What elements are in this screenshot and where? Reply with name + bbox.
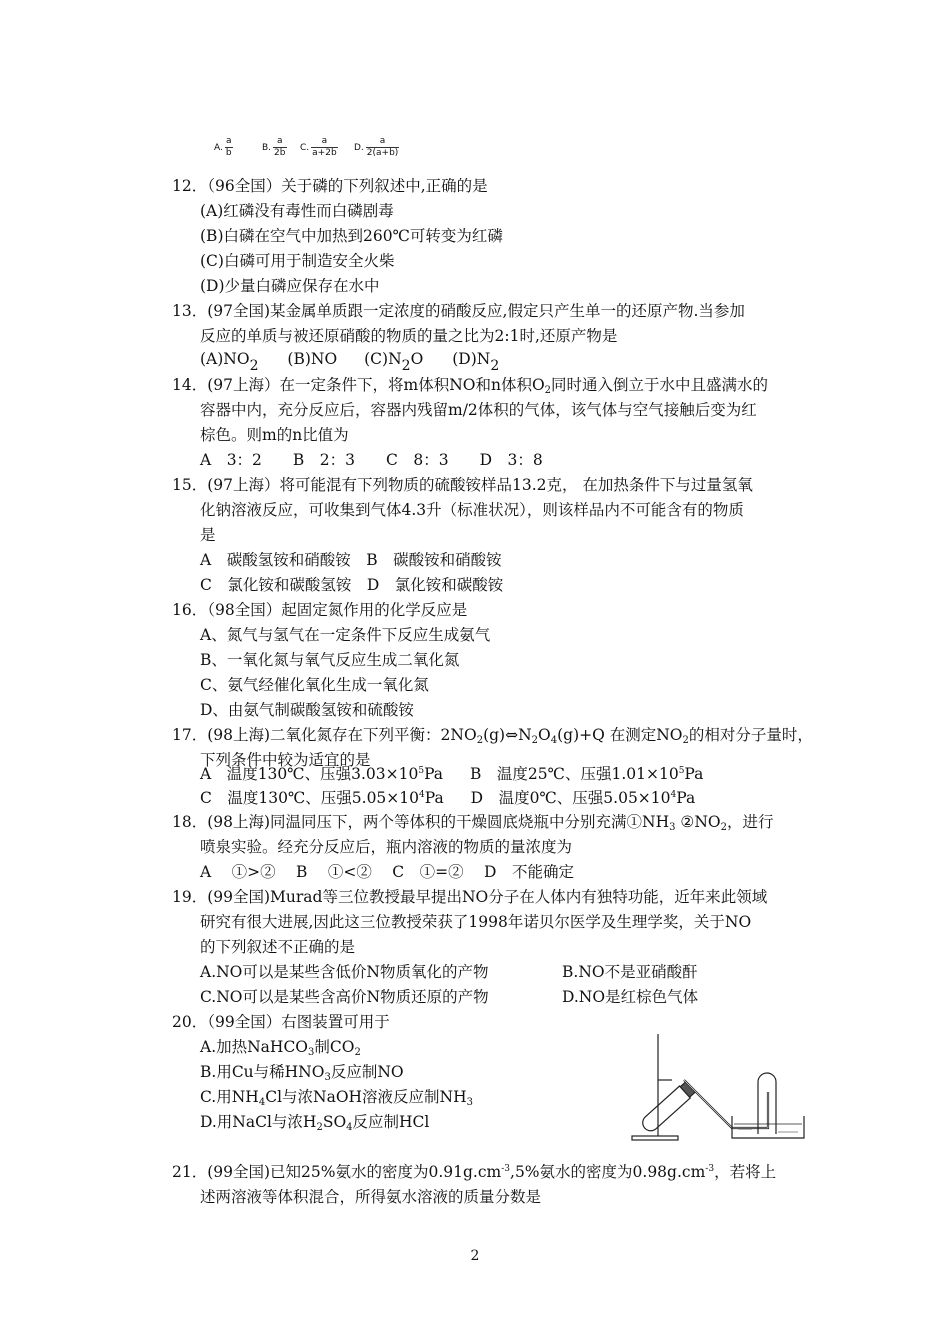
text: ，进行 — [726, 813, 774, 831]
q12-option-b: (B)白磷在空气中加热到260℃可转变为红磷 — [200, 227, 503, 245]
q13-stem-line1: 13．(97全国)某金属单质跟一定浓度的硝酸反应,假定只产生单一的还原产物.当参加 — [172, 302, 745, 320]
subscript: 2 — [544, 385, 552, 396]
text: Cl与浓NaOH溶液反应制NH — [265, 1088, 467, 1106]
subscript: 2 — [354, 1047, 361, 1058]
q19-option-a: A.NO可以是某些含低价N物质氧化的产物 — [200, 963, 489, 981]
superscript: 4 — [419, 790, 425, 800]
q19-option-c: C.NO可以是某些含高价N物质还原的产物 — [200, 988, 489, 1006]
text: 同时通入倒立于水中且盛满水的 — [551, 376, 769, 394]
subscript: 3 — [669, 822, 676, 833]
q16-option-d: D、由氨气制碳酸氢铵和硫酸铵 — [200, 701, 414, 719]
q14-stem-line1 — [172, 374, 768, 396]
subscript: 2 — [401, 358, 411, 374]
q17-option-c — [200, 789, 444, 807]
text: O — [410, 350, 424, 368]
q12-stem: 12．（96全国）关于磷的下列叙述中,正确的是 — [172, 177, 488, 195]
denominator: 2(a+b) — [366, 148, 399, 158]
text: D 温度0℃、压强5.05×10 — [470, 789, 671, 807]
q18-stem-line1 — [172, 811, 773, 833]
text: 反应制NO — [330, 1063, 404, 1081]
q12-option-a: (A)红磷没有毒性而白磷剧毒 — [200, 202, 394, 220]
q12-option-c: (C)白磷可用于制造安全火柴 — [200, 252, 395, 270]
q19-option-d: D.NO是红棕色气体 — [562, 988, 699, 1006]
q16-option-a: A、氮气与氢气在一定条件下反应生成氨气 — [200, 626, 491, 644]
q14-options: A 3：2 B 2：3 C 8：3 D 3：8 — [200, 451, 543, 469]
text: ②NO — [675, 813, 721, 831]
q15-stem-line3: 是 — [200, 526, 216, 544]
text: 的相对分子量时， — [688, 726, 813, 744]
text: B.用Cu与稀HNO — [200, 1063, 325, 1081]
denominator: b — [225, 148, 232, 158]
q13-option-a — [200, 350, 259, 374]
subscript: 3 — [308, 1047, 315, 1058]
q15-options-cd: C 氯化铵和碳酸氢铵 D 氯化铵和碳酸铵 — [200, 576, 504, 594]
subscript: 4 — [346, 1122, 353, 1133]
q16-option-b: B、一氧化氮与氧气反应生成二氧化氮 — [200, 651, 460, 669]
superscript: 5 — [678, 766, 685, 776]
text: 21．(99全国)已知25%氨水的密度为0.91g.cm — [172, 1163, 502, 1181]
subscript: 2 — [531, 735, 539, 746]
q19-stem-line1: 19．(99全国)Murad等三位教授最早提出NO分子在人体内有独特功能，近年来此领域 — [172, 888, 768, 906]
text: Pa — [424, 765, 444, 783]
text: (g)+Q 在测定NO — [557, 726, 683, 744]
option-letter: C. — [300, 143, 310, 153]
q17-option-a — [200, 765, 443, 783]
text: C.用NH — [200, 1088, 259, 1106]
subscript: 4 — [550, 735, 558, 746]
subscript: 2 — [249, 358, 259, 374]
q17-option-d — [471, 789, 696, 807]
subscript: 2 — [720, 822, 727, 833]
q17-stem-line1 — [172, 724, 813, 746]
text: (C)N — [364, 350, 402, 368]
q19-option-b: B.NO不是亚硝酸酐 — [562, 963, 698, 981]
q13-stem-line2: 反应的单质与被还原硝酸的物质的量之比为2:1时,还原产物是 — [200, 327, 618, 345]
q18-stem-line2: 喷泉实验。经充分反应后，瓶内溶液的物质的量浓度为 — [200, 838, 573, 856]
text: A 温度130℃、压强3.03×10 — [200, 765, 419, 783]
q20-option-a — [200, 1036, 361, 1058]
text: ,5%氨水的密度为0.98g.cm — [510, 1163, 706, 1181]
subscript: 4 — [258, 1097, 266, 1108]
subscript: 3 — [324, 1072, 331, 1083]
q20-option-d — [200, 1111, 429, 1133]
option-letter: D. — [354, 143, 364, 153]
subscript: 2 — [682, 735, 689, 746]
text: SO — [322, 1113, 347, 1131]
text: Pa — [684, 765, 704, 783]
text: ，若将上 — [714, 1163, 777, 1181]
text: A.加热NaHCO — [200, 1038, 309, 1056]
numerator: a — [273, 136, 286, 148]
q17-options-cd — [200, 787, 695, 809]
fraction-option-a — [214, 136, 233, 159]
q14-stem-line2: 容器中内，充分反应后，容器内残留m/2体积的气体，该气体与空气接触后变为红 — [200, 401, 757, 419]
q18-options: A ①>② B ①<② C ①=② D 不能确定 — [200, 863, 574, 881]
q13-option-b: (B)NO — [287, 350, 338, 368]
q13-option-d — [452, 350, 500, 374]
delivery-tube — [684, 1080, 768, 1128]
q16-option-c: C、氨气经催化氧化生成一氧化氮 — [200, 676, 429, 694]
text: Pa — [424, 789, 444, 807]
gas-apparatus-diagram — [628, 1030, 808, 1145]
subscript: 3 — [466, 1097, 474, 1108]
text: 制CO — [314, 1038, 355, 1056]
superscript: 5 — [418, 766, 425, 776]
stand-base — [632, 1136, 678, 1140]
text: (g)⇔N — [483, 726, 532, 744]
text: 14．(97上海）在一定条件下，将m体积NO和n体积O — [172, 376, 545, 394]
denominator: a+2b — [312, 148, 337, 158]
page-number: 2 — [470, 1248, 480, 1264]
q14-stem-line3: 棕色。则m的n比值为 — [200, 426, 349, 444]
text: 17．(98上海)二氧化氮存在下列平衡：2NO — [172, 726, 477, 744]
text: (D)N — [452, 350, 491, 368]
q15-options-ab: A 碳酸氢铵和硝酸铵 B 碳酸铵和硝酸铵 — [200, 551, 502, 569]
q19-stem-line2: 研究有很大进展,因此这三位教授荣获了1998年诺贝尔医学及生理学奖，关于NO — [200, 913, 752, 931]
text: D.用NaCl与浓H — [200, 1113, 317, 1131]
q20-stem: 20．（99全国）右图装置可用于 — [172, 1013, 390, 1031]
q13-options — [200, 348, 500, 374]
subscript: 2 — [490, 358, 500, 374]
text: (A)NO — [200, 350, 250, 368]
q19-stem-line3: 的下列叙述不正确的是 — [200, 938, 356, 956]
subscript: 2 — [476, 735, 484, 746]
numerator: a — [311, 136, 338, 148]
q15-stem-line1: 15．(97上海）将可能混有下列物质的硫酸铵样品13.2克， 在加热条件下与过量氢氧 — [172, 476, 753, 494]
q20-option-c — [200, 1086, 473, 1108]
subscript: 2 — [316, 1122, 323, 1133]
fraction-option-c — [300, 136, 338, 159]
numerator: a — [366, 136, 400, 148]
numerator: a — [225, 136, 232, 146]
q21-stem-line1 — [172, 1161, 776, 1183]
q13-option-c — [364, 350, 424, 374]
q21-stem-line2: 述两溶液等体积混合，所得氨水溶液的质量分数是 — [200, 1188, 542, 1206]
text: B 温度25℃、压强1.01×10 — [470, 765, 679, 783]
superscript: 4 — [670, 790, 677, 800]
fraction-option-b — [262, 136, 287, 159]
q17-option-b — [470, 765, 703, 783]
text: 反应制HCl — [352, 1113, 430, 1131]
q17-stem-line2: 下列条件中较为适宜的是 — [200, 751, 371, 769]
q12-option-d: (D)少量白磷应保存在水中 — [200, 277, 380, 295]
fraction-option-d — [354, 136, 399, 159]
q17-options-ab — [200, 763, 703, 785]
test-tube — [639, 1081, 696, 1134]
text: 18．(98上海)同温同压下，两个等体积的干燥圆底烧瓶中分别充满①NH — [172, 813, 670, 831]
denominator: 2b — [274, 148, 286, 158]
text: Pa — [676, 789, 696, 807]
superscript: -3 — [501, 1164, 511, 1174]
q20-option-b — [200, 1061, 404, 1083]
q15-stem-line2: 化钠溶液反应，可收集到气体4.3升（标准状况），则该样品内不可能含有的物质 — [200, 501, 744, 519]
option-letter: A. — [214, 143, 223, 153]
text: O — [538, 726, 551, 744]
q16-stem: 16．（98全国）起固定氮作用的化学反应是 — [172, 601, 468, 619]
text: C 温度130℃、压强5.05×10 — [200, 789, 420, 807]
option-letter: B. — [262, 143, 272, 153]
superscript: -3 — [705, 1164, 715, 1174]
